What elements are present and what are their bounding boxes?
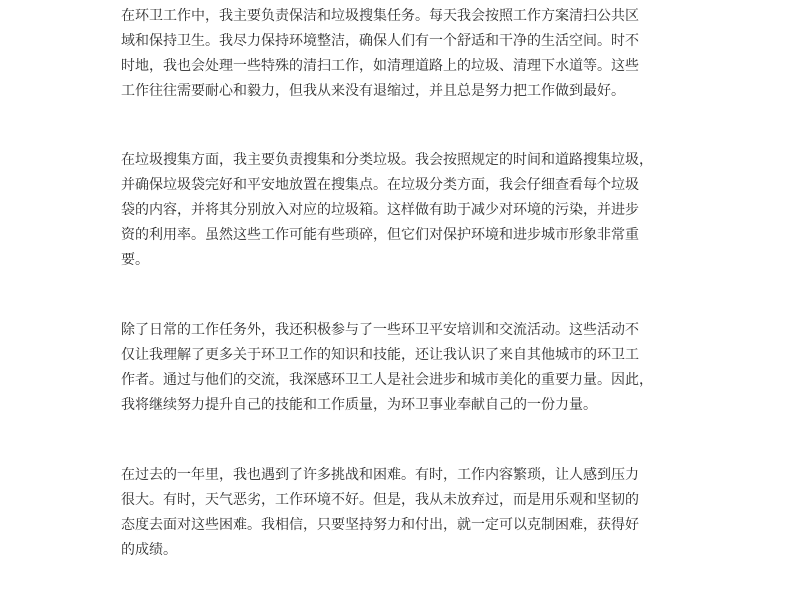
- paragraph-3-line-3: 作者。通过与他们的交流，我深感环卫工人是社会进步和城市美化的重要力量。因此，: [121, 372, 653, 388]
- paragraph-4-line-3: 态度去面对这些困难。我相信，只要坚持努力和付出，就一定可以克制困难，获得好: [121, 517, 639, 533]
- text-column: [121, 4, 683, 563]
- paragraph-1-line-3: 时地，我也会处理一些特殊的清扫工作，如清理道路上的垃圾、清理下水道等。这些: [121, 58, 639, 74]
- paragraph-4-line-2: 很大。有时，天气恶劣，工作环境不好。但是，我从未放弃过，而是用乐观和坚韧的: [121, 492, 639, 508]
- paragraph-2: [121, 148, 683, 273]
- paragraph-2-line-3: 袋的内容，并将其分别放入对应的垃圾箱。这样做有助于减少对环境的污染，并进步: [121, 202, 639, 218]
- paragraph-3-line-1: 除了日常的工作任务外，我还积极参与了一些环卫平安培训和交流活动。这些活动不: [121, 322, 639, 338]
- paragraph-3-line-2: 仅让我理解了更多关于环卫工作的知识和技能，还让我认识了来自其他城市的环卫工: [121, 347, 639, 363]
- paragraph-3: [121, 318, 683, 418]
- paragraph-1-line-4: 工作往往需要耐心和毅力，但我从来没有退缩过，并且总是努力把工作做到最好。: [121, 83, 625, 99]
- paragraph-4-line-4: 的成绩。: [121, 542, 177, 558]
- paragraph-2-line-4: 资的利用率。虽然这些工作可能有些琐碎，但它们对保护环境和进步城市形象非常重: [121, 227, 639, 243]
- paragraph-2-line-5: 要。: [121, 252, 149, 268]
- paragraph-2-line-1: 在垃圾搜集方面，我主要负责搜集和分类垃圾。我会按照规定的时间和道路搜集垃圾，: [121, 152, 653, 168]
- paragraph-3-line-4: 我将继续努力提升自己的技能和工作质量，为环卫事业奉献自己的一份力量。: [121, 397, 597, 413]
- paragraph-4-line-1: 在过去的一年里，我也遇到了许多挑战和困难。有时，工作内容繁琐，让人感到压力: [121, 467, 639, 483]
- paragraph-2-line-2: 并确保垃圾袋完好和平安地放置在搜集点。在垃圾分类方面，我会仔细查看每个垃圾: [121, 177, 639, 193]
- paragraph-1-line-2: 域和保持卫生。我尽力保持环境整洁，确保人们有一个舒适和干净的生活空间。时不: [121, 33, 639, 49]
- paragraph-4: [121, 463, 683, 563]
- paragraph-1: [121, 4, 683, 104]
- paragraph-1-line-1: 在环卫工作中，我主要负责保洁和垃圾搜集任务。每天我会按照工作方案清扫公共区: [121, 8, 639, 24]
